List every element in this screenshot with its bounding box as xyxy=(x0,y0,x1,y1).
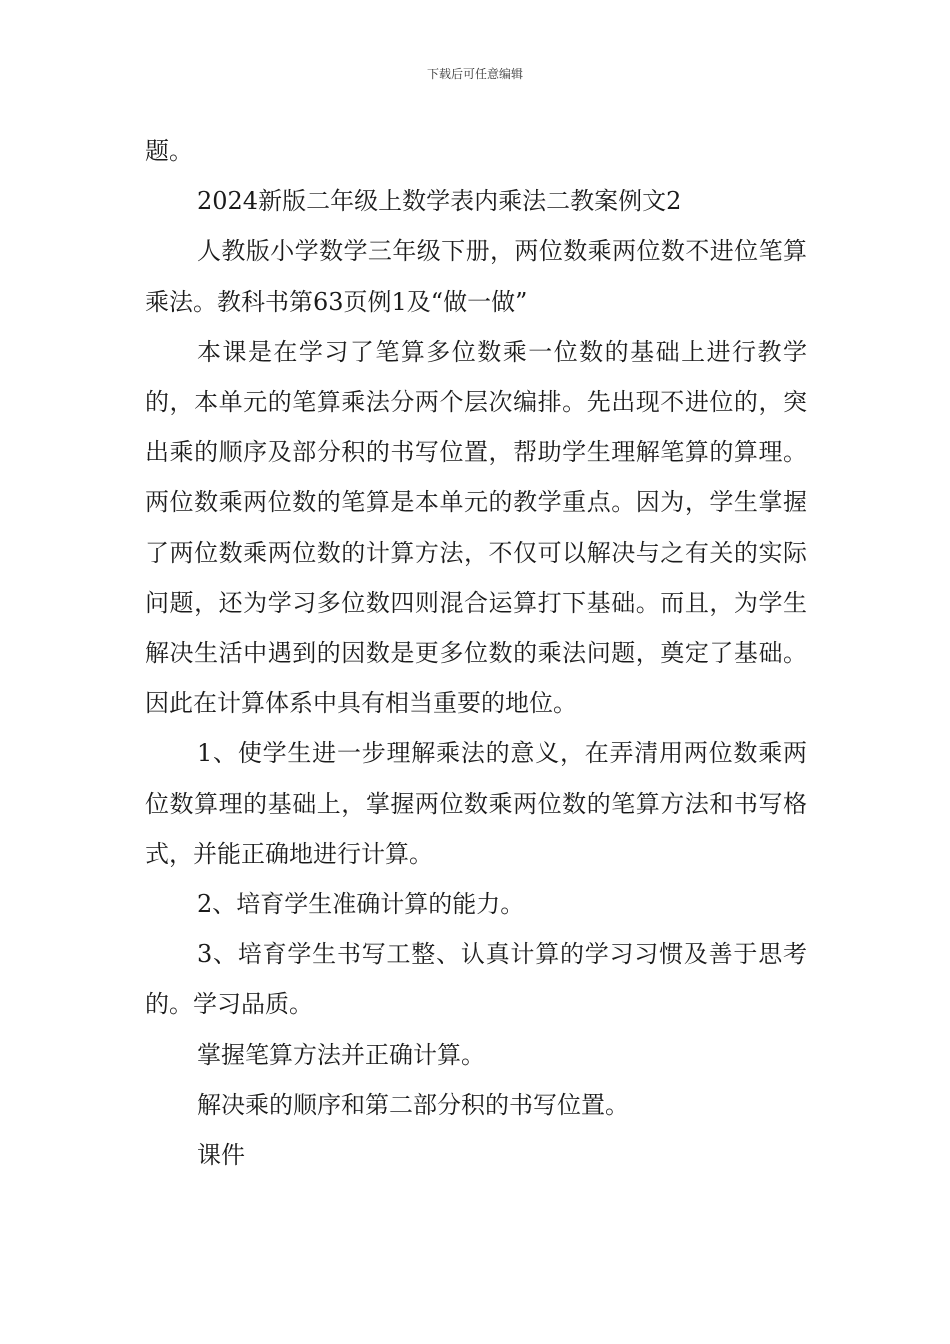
paragraph-materials: 课件 xyxy=(197,1141,245,1170)
section-title: 2024新版二年级上数学表内乘法二教案例文2 xyxy=(197,187,682,216)
document-body xyxy=(145,126,807,1180)
paragraph-continuation: 题。 xyxy=(145,137,193,165)
page-header-note: 下载后可任意编辑 xyxy=(426,67,523,81)
paragraph-key-point: 掌握笔算方法并正确计算。 xyxy=(197,1040,485,1069)
paragraph-difficulty: 解决乘的顺序和第二部分积的书写位置。 xyxy=(197,1090,629,1119)
paragraph-goal-1: 1、使学生进一步理解乘法的意义，在弄清用两位数乘两位数算理的基础上，掌握两位数乘两位数的笔算方法和书写格式，并能正确地进行计算。 xyxy=(145,739,807,868)
paragraph-lesson-analysis: 本课是在学习了笔算多位数乘一位数的基础上进行教学的，本单元的笔算乘法分两个层次编排。先出现不进位的，突出乘的顺序及部分积的书写位置，帮助学生理解笔算的算理。两位数乘两位数的笔算是本单元的教学重点。因为，学生掌握了两位数乘两位数的计算方法，不仅可以解决与之有关的实际问题，还为学习多位数四则混合运算打下基础。而且，为学生解决生活中遇到的因数是更多位数的乘法问题，奠定了基础。因此在计算体系中具有相当重要的地位。 xyxy=(145,337,807,718)
paragraph-textbook-reference: 人教版小学数学三年级下册，两位数乘两位数不进位笔算乘法。教科书第63页例1及“做一做” xyxy=(145,237,807,316)
paragraph-goal-2: 2、培育学生准确计算的能力。 xyxy=(197,890,525,919)
paragraph-goal-3: 3、培育学生书写工整、认真计算的学习习惯及善于思考的。学习品质。 xyxy=(145,940,807,1019)
